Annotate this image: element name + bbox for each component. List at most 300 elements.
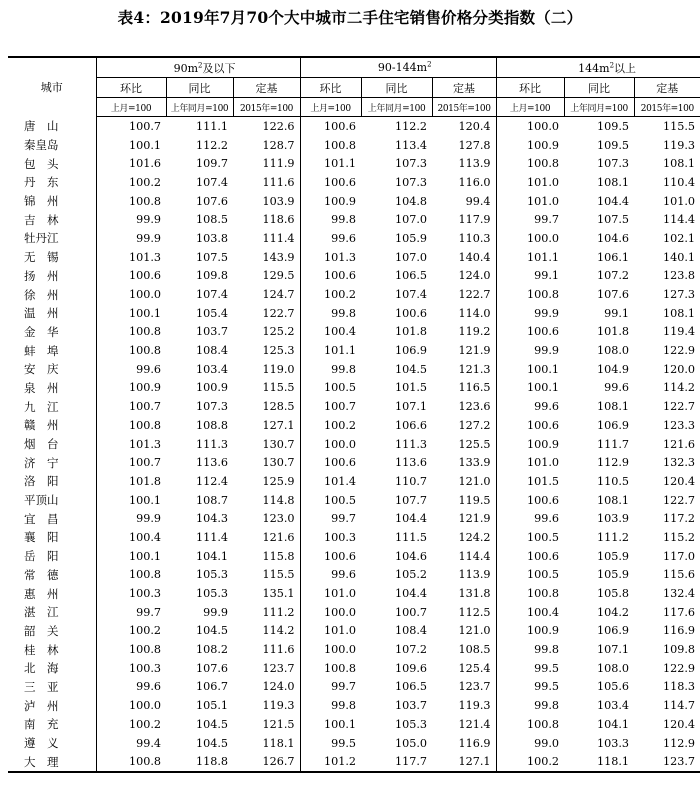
index-value: 111.9 [262,157,295,171]
table-body [8,117,700,773]
index-value: 112.2 [195,138,228,152]
city-name: 常 德 [24,567,59,582]
index-value: 101.0 [496,192,564,211]
city-name: 丹 东 [24,175,59,190]
index-value: 100.6 [300,453,361,472]
index-value: 101.0 [300,622,361,641]
index-value: 99.1 [604,306,630,320]
index-value: 115.5 [262,381,295,395]
index-value: 110.5 [597,474,630,488]
city-name: 吉 林 [24,212,59,227]
index-value: 99.5 [496,678,564,697]
index-value: 118.1 [262,736,295,750]
index-value: 99.9 [96,229,166,248]
table-row [8,267,700,286]
city-name: 安 庆 [24,362,59,377]
index-value: 116.5 [458,381,491,395]
index-value: 124.0 [262,680,295,694]
index-value: 101.3 [300,248,361,267]
city-name: 唐 山 [24,119,59,134]
index-value: 100.1 [96,547,166,566]
index-value: 114.4 [663,213,696,227]
index-value: 99.4 [96,734,166,753]
index-value: 115.6 [663,568,696,582]
index-value: 111.3 [195,437,228,451]
index-value: 120.4 [458,119,491,133]
index-value: 103.3 [597,736,630,750]
index-value: 111.6 [262,643,295,657]
index-value: 100.0 [300,640,361,659]
table-row [8,734,700,753]
index-value: 125.5 [458,437,491,451]
index-value: 100.6 [496,323,564,342]
index-value: 119.0 [262,362,295,376]
index-value: 101.3 [96,248,166,267]
index-value: 100.2 [96,715,166,734]
index-value: 99.4 [465,194,491,208]
index-value: 99.9 [96,509,166,528]
table-row [8,584,700,603]
index-value: 107.1 [597,643,630,657]
page-title: 表4：2019年7月70个大中城市二手住宅销售价格分类指数（二） [117,8,583,27]
index-value: 123.6 [458,400,491,414]
index-value: 101.8 [96,472,166,491]
index-value: 100.7 [394,605,428,619]
index-value: 106.7 [195,680,228,694]
index-value: 100.8 [96,752,166,772]
index-value: 127.1 [262,418,295,432]
index-value: 107.1 [394,400,428,414]
index-value: 108.1 [663,306,696,320]
base-header-prev-month: 上月=100 [496,98,564,117]
index-value: 132.4 [663,587,696,601]
index-value: 103.9 [262,194,295,208]
index-value: 123.0 [262,512,295,526]
city-name: 南 充 [24,717,59,732]
city-name: 无 锡 [24,250,59,265]
index-value: 100.8 [96,416,166,435]
index-value: 121.6 [663,437,696,451]
city-name: 济 宁 [24,455,59,470]
index-value: 123.3 [663,418,696,432]
table-row [8,678,700,697]
index-value: 100.2 [300,416,361,435]
index-value: 100.2 [496,752,564,772]
index-value: 106.1 [597,250,630,264]
index-value: 115.2 [663,530,696,544]
index-value: 121.5 [262,717,295,731]
index-value: 101.8 [597,325,630,339]
city-name: 宜 昌 [24,511,59,526]
index-value: 110.3 [458,231,491,245]
index-value: 100.3 [300,528,361,547]
index-value: 123.7 [458,680,491,694]
index-value: 106.9 [597,624,630,638]
index-value: 121.9 [458,344,491,358]
index-value: 104.5 [394,362,428,376]
index-value: 101.0 [300,584,361,603]
city-name: 锦 州 [24,194,59,209]
index-value: 120.4 [663,717,696,731]
index-value: 108.8 [195,418,228,432]
index-value: 100.2 [300,285,361,304]
index-value: 99.9 [203,605,228,619]
index-value: 100.8 [496,285,564,304]
base-header-2015: 2015年=100 [634,98,700,117]
index-value: 113.6 [195,456,228,470]
index-value: 100.6 [300,173,361,192]
sub-header-yoy: 同比 [361,78,432,98]
index-value: 121.0 [458,474,491,488]
index-value: 100.7 [96,117,166,136]
city-name: 泸 州 [24,698,59,713]
index-value: 106.9 [597,418,630,432]
index-value: 99.8 [300,696,361,715]
table-row [8,566,700,585]
index-value: 100.6 [496,491,564,510]
index-value: 105.3 [394,717,428,731]
index-value: 101.2 [300,752,361,772]
index-value: 113.4 [394,138,428,152]
index-value: 101.8 [394,325,428,339]
index-value: 107.0 [394,213,428,227]
index-value: 100.8 [96,341,166,360]
index-value: 104.4 [394,587,428,601]
index-value: 99.5 [496,659,564,678]
city-name: 洛 阳 [24,474,59,489]
index-value: 103.4 [195,362,228,376]
sub-header-yoy: 同比 [166,78,233,98]
sub-header-base: 定基 [233,78,300,98]
city-name: 桂 林 [24,642,59,657]
index-value: 122.7 [663,493,696,507]
index-value: 104.8 [394,194,428,208]
table-row [8,640,700,659]
city-name: 烟 台 [24,437,59,452]
index-value: 108.1 [597,400,630,414]
index-value: 104.4 [597,194,630,208]
table-row [8,696,700,715]
index-value: 115.8 [262,549,295,563]
city-name: 惠 州 [24,586,59,601]
index-value: 100.1 [496,379,564,398]
city-name: 湛 江 [24,605,59,620]
table-row [8,341,700,360]
index-value: 143.9 [262,250,295,264]
index-value: 127.1 [432,752,496,772]
index-value: 108.1 [663,157,696,171]
index-value: 100.8 [496,715,564,734]
table-row [8,117,700,136]
index-value: 108.5 [195,213,228,227]
index-value: 100.6 [96,267,166,286]
index-value: 112.5 [458,605,491,619]
index-value: 124.2 [458,530,491,544]
index-value: 114.8 [262,493,295,507]
city-name: 赣 州 [24,418,59,433]
index-value: 105.6 [597,680,630,694]
index-value: 99.5 [300,734,361,753]
index-value: 108.5 [458,643,491,657]
index-value: 107.6 [597,288,630,302]
index-value: 99.6 [96,360,166,379]
base-header-prev-year: 上年同月=100 [564,98,634,117]
index-value: 135.1 [262,587,295,601]
group-header-medium: $90-144m^2$ [300,57,496,78]
index-value: 107.6 [195,194,228,208]
index-value: 117.7 [361,752,432,772]
index-value: 130.7 [262,437,295,451]
index-value: 114.7 [663,699,696,713]
index-value: 108.0 [597,661,630,675]
index-value: 107.4 [394,288,428,302]
sub-header-mom: 环比 [300,78,361,98]
index-value: 131.8 [458,587,491,601]
city-name: 扬 州 [24,268,59,283]
index-value: 118.6 [262,213,295,227]
index-value: 100.7 [96,453,166,472]
index-value: 108.4 [394,624,428,638]
table-row [8,491,700,510]
index-value: 107.6 [195,661,228,675]
index-value: 107.3 [394,157,428,171]
index-value: 99.0 [496,734,564,753]
city-name: 韶 关 [24,623,59,638]
index-value: 105.4 [195,306,228,320]
city-name: 三 亚 [24,679,59,694]
index-value: 100.0 [496,117,564,136]
index-value: 114.2 [663,381,696,395]
index-value: 99.8 [300,210,361,229]
index-value: 100.7 [96,397,166,416]
index-value: 99.6 [496,509,564,528]
table-row [8,397,700,416]
index-value: 114.4 [458,549,491,563]
base-header-prev-year: 上年同月=100 [166,98,233,117]
index-value: 100.0 [300,435,361,454]
index-value: 140.4 [458,250,491,264]
base-header-2015: 2015年=100 [233,98,300,117]
city-name: 北 海 [24,661,59,676]
index-value: 124.7 [262,288,295,302]
table-row [8,136,700,155]
index-value: 100.9 [496,435,564,454]
base-header-prev-month: 上月=100 [96,98,166,117]
index-value: 129.5 [262,269,295,283]
index-value: 123.8 [663,269,696,283]
index-value: 115.5 [262,568,295,582]
base-header-prev-month: 上月=100 [300,98,361,117]
table-row [8,509,700,528]
index-value: 125.9 [262,474,295,488]
index-value: 110.7 [394,474,428,488]
index-value: 100.9 [96,379,166,398]
index-value: 100.8 [496,584,564,603]
index-value: 111.3 [394,437,428,451]
sub-header-base: 定基 [634,78,700,98]
index-value: 107.5 [597,213,630,227]
table-row [8,323,700,342]
index-value: 127.3 [663,288,696,302]
index-value: 119.3 [663,138,696,152]
index-value: 100.9 [300,192,361,211]
index-value: 114.0 [458,306,491,320]
index-value: 99.6 [300,566,361,585]
table-row [8,622,700,641]
index-value: 124.0 [458,269,491,283]
index-value: 101.5 [394,381,428,395]
index-value: 118.8 [166,752,233,772]
index-value: 101.1 [496,248,564,267]
index-value: 105.9 [597,549,630,563]
index-value: 122.7 [458,288,491,302]
table-row [8,360,700,379]
index-value: 128.7 [262,138,295,152]
table-row [8,379,700,398]
index-value: 109.8 [195,269,228,283]
index-value: 99.7 [96,603,166,622]
index-value: 104.6 [394,549,428,563]
index-value: 100.9 [195,381,228,395]
index-value: 133.9 [458,456,491,470]
index-value: 107.4 [195,288,228,302]
index-value: 100.5 [496,528,564,547]
table-row [8,248,700,267]
index-value: 101.3 [96,435,166,454]
index-value: 117.6 [663,605,696,619]
index-value: 117.0 [663,549,696,563]
index-value: 106.5 [394,269,428,283]
index-value: 99.1 [496,267,564,286]
index-value: 99.8 [496,696,564,715]
index-value: 100.0 [96,285,166,304]
table-row [8,285,700,304]
index-value: 105.8 [597,587,630,601]
index-value: 117.9 [458,213,491,227]
index-value: 112.2 [394,119,428,133]
index-value: 100.0 [300,603,361,622]
index-value: 109.7 [195,157,228,171]
index-value: 121.9 [458,512,491,526]
table-row [8,210,700,229]
index-value: 120.4 [663,474,696,488]
index-value: 99.6 [96,678,166,697]
index-value: 107.3 [394,175,428,189]
index-value: 121.3 [458,362,491,376]
index-value: 105.9 [597,568,630,582]
index-value: 104.5 [195,736,228,750]
index-value: 118.3 [663,680,696,694]
index-value: 99.8 [496,640,564,659]
index-value: 100.2 [96,622,166,641]
index-value: 110.4 [663,175,696,189]
table-row [8,752,700,772]
index-value: 104.3 [195,512,228,526]
index-value: 111.4 [262,231,295,245]
city-name: 徐 州 [24,287,59,302]
index-value: 121.4 [458,717,491,731]
index-value: 116.9 [663,624,696,638]
index-value: 105.1 [195,699,228,713]
index-value: 116.9 [458,736,491,750]
city-name: 平顶山 [24,493,59,508]
city-name: 金 华 [24,324,59,339]
index-value: 100.1 [96,136,166,155]
index-value: 111.7 [597,437,630,451]
sub-header-yoy: 同比 [564,78,634,98]
index-value: 112.9 [663,736,696,750]
index-value: 112.4 [195,474,228,488]
index-value: 102.1 [663,231,696,245]
index-value: 104.5 [195,717,228,731]
index-value: 101.6 [96,154,166,173]
index-value: 128.5 [262,400,295,414]
index-value: 127.2 [458,418,491,432]
table-row [8,304,700,323]
table-row [8,453,700,472]
city-column-header: 城市 [8,57,96,117]
index-value: 108.0 [597,344,630,358]
index-value: 112.9 [597,456,630,470]
index-value: 101.4 [300,472,361,491]
index-value: 100.8 [300,659,361,678]
index-value: 109.5 [597,138,630,152]
index-value: 100.1 [300,715,361,734]
index-value: 100.7 [300,397,361,416]
index-value: 101.0 [496,453,564,472]
index-value: 103.8 [195,231,228,245]
sub-header-base: 定基 [432,78,496,98]
index-value: 100.6 [300,117,361,136]
index-value: 119.4 [663,325,696,339]
index-value: 100.3 [96,584,166,603]
index-value: 100.8 [96,192,166,211]
index-value: 109.6 [394,661,428,675]
index-value: 99.8 [300,304,361,323]
city-name: 包 头 [24,156,59,171]
index-value: 108.1 [597,493,630,507]
index-value: 100.5 [300,491,361,510]
index-value: 100.8 [96,640,166,659]
index-value: 122.9 [663,661,696,675]
index-value: 114.2 [262,624,295,638]
index-value: 100.6 [496,547,564,566]
index-value: 100.6 [496,416,564,435]
index-value: 105.3 [195,587,228,601]
index-value: 107.2 [597,269,630,283]
index-value: 108.4 [195,344,228,358]
index-value: 107.3 [195,400,228,414]
index-value: 121.6 [262,530,295,544]
index-value: 107.4 [195,175,228,189]
index-value: 130.7 [262,456,295,470]
city-name: 大 理 [8,752,96,772]
index-value: 100.6 [300,547,361,566]
index-value: 99.9 [96,210,166,229]
index-value: 104.9 [597,362,630,376]
group-header-large: $144m^2$以上 [496,57,700,78]
index-value: 103.4 [597,699,630,713]
index-value: 108.7 [195,493,228,507]
index-value: 111.2 [597,530,630,544]
index-value: 99.6 [604,381,630,395]
index-value: 99.6 [300,229,361,248]
index-value: 111.5 [394,530,428,544]
index-value: 119.3 [262,699,295,713]
city-name: 温 州 [24,306,59,321]
table-row [8,715,700,734]
index-value: 123.7 [262,661,295,675]
